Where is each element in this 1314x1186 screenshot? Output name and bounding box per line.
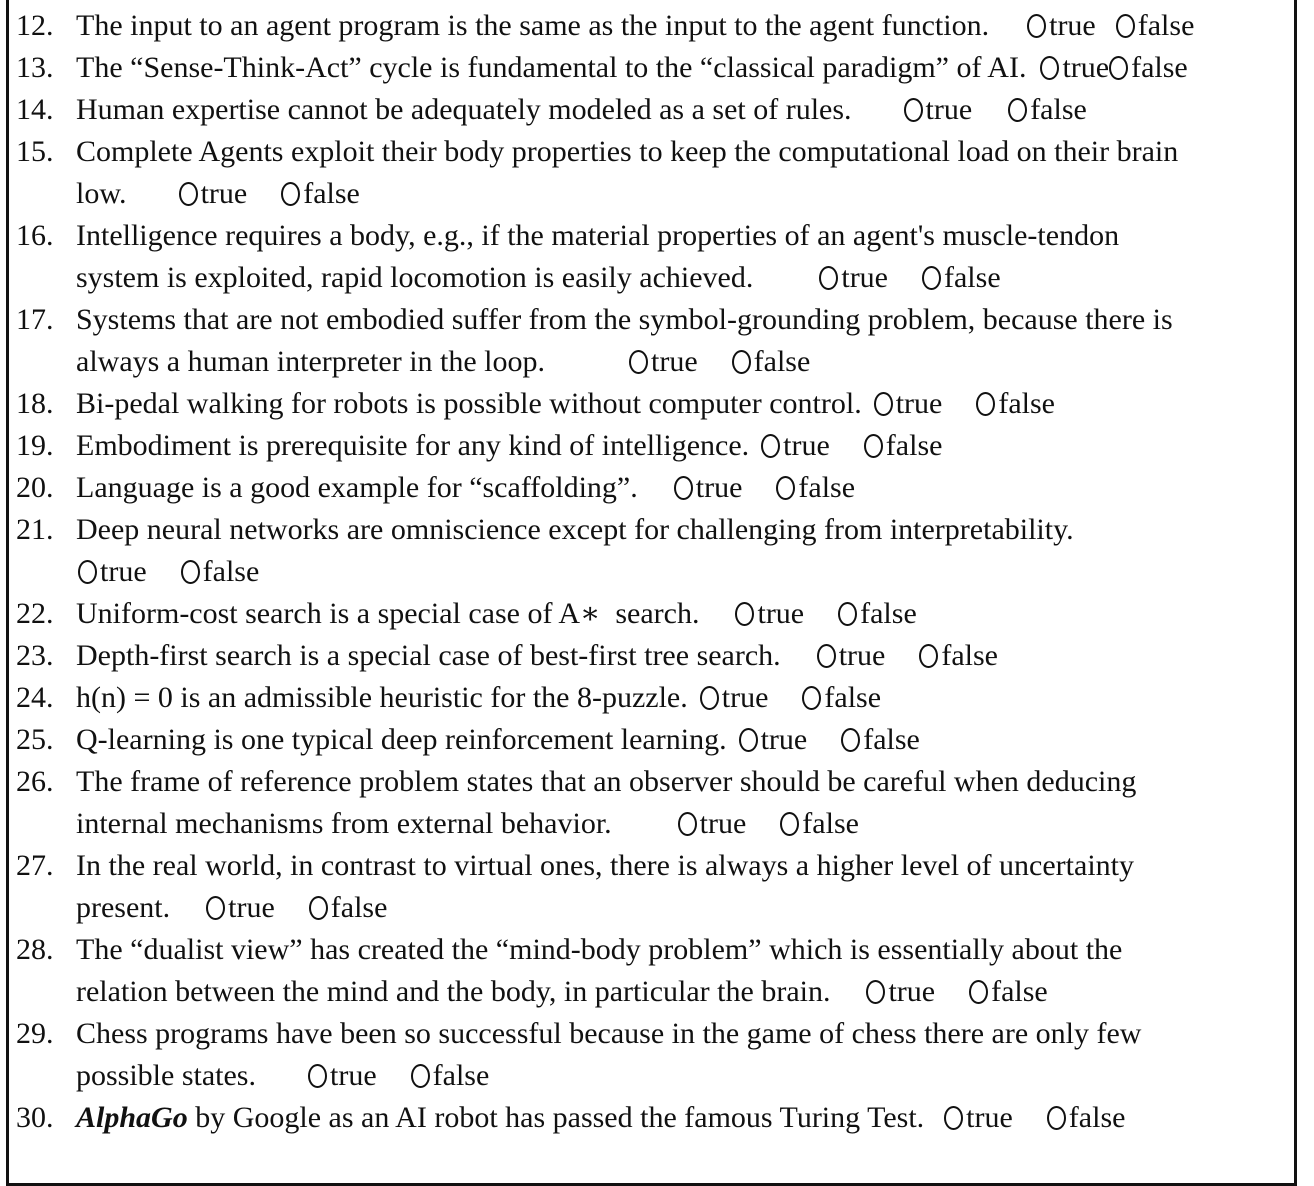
option-false-radio[interactable]: false [919,635,998,677]
question-14 [16,89,1296,131]
option-false-radio[interactable]: false [864,425,943,467]
radio-circle-icon [761,434,780,458]
question-number: 12. [16,9,54,42]
question-text: Chess programs have been so successful because in the game of chess there are only few [76,1017,1142,1050]
question-number: 25. [16,723,54,756]
option-true-radio[interactable]: true [78,551,147,593]
question-number: 20. [16,471,54,504]
question-28 [16,929,1296,1013]
radio-circle-icon [309,896,328,920]
question-23 [16,635,1296,677]
question-30 [16,1097,1296,1139]
question-text: Q-learning is one typical deep reinforcement learning. [76,723,727,756]
option-false-radio[interactable]: false [802,677,881,719]
radio-circle-icon [1008,98,1027,122]
option-true-radio[interactable]: true [944,1097,1013,1139]
radio-circle-icon [411,1064,430,1088]
question-number: 18. [16,387,54,420]
option-false-radio[interactable]: false [411,1055,490,1097]
question-text-continued: internal mechanisms from external behavior. [76,807,612,840]
question-29 [16,1013,1296,1097]
question-text: Complete Agents exploit their body properties to keep the computational load on their brain [76,135,1179,168]
option-false-radio[interactable]: false [841,719,920,761]
question-text: Deep neural networks are omniscience except for challenging from interpretability. [76,513,1074,546]
question-27 [16,845,1296,929]
option-false-radio[interactable]: false [181,551,260,593]
radio-circle-icon [874,392,893,416]
question-26 [16,761,1296,845]
question-20 [16,467,1296,509]
radio-circle-icon [78,560,97,584]
question-number: 30. [16,1101,54,1134]
radio-circle-icon [1116,14,1135,38]
question-text: The input to an agent program is the same as the input to the agent function. [76,9,990,42]
true-false-quiz [16,5,1296,1139]
question-text-continued: relation between the mind and the body, in particular the brain. [76,975,831,1008]
question-number: 16. [16,219,54,252]
question-22 [16,593,1296,635]
question-number: 23. [16,639,54,672]
question-text: Embodiment is prerequisite for any kind of intelligence. [76,429,750,462]
radio-circle-icon [919,644,938,668]
radio-circle-icon [976,392,995,416]
question-text: Bi-pedal walking for robots is possible without computer control. [76,387,862,420]
option-true-radio[interactable]: true [700,677,769,719]
question-text: Intelligence requires a body, e.g., if the material properties of an agent's muscle-tendon [76,219,1120,252]
option-true-radio[interactable]: true [674,467,743,509]
question-number: 27. [16,849,54,882]
question-25 [16,719,1296,761]
radio-circle-icon [179,182,198,206]
option-false-radio[interactable]: false [969,971,1048,1013]
option-true-radio[interactable]: true [866,971,935,1013]
option-false-radio[interactable]: false [1008,89,1087,131]
option-true-radio[interactable]: true [179,173,248,215]
question-number: 15. [16,135,54,168]
option-false-radio[interactable]: false [780,803,859,845]
option-true-radio[interactable]: true [874,383,943,425]
option-true-radio[interactable]: true [735,593,804,635]
question-text: Systems that are not embodied suffer from the symbol-grounding problem, because there is [76,303,1173,336]
option-false-radio[interactable]: false [838,593,917,635]
option-true-radio[interactable]: true [817,635,886,677]
question-19 [16,425,1296,467]
question-16 [16,215,1296,299]
question-text-continued: system is exploited, rapid locomotion is easily achieved. [76,261,754,294]
radio-circle-icon [780,812,799,836]
question-number: 24. [16,681,54,714]
option-true-radio[interactable]: true [904,89,973,131]
radio-circle-icon [735,602,754,626]
question-text: Depth-first search is a special case of best-first tree search. [76,639,781,672]
radio-circle-icon [866,980,885,1004]
question-text: The “Sense-Think-Act” cycle is fundamental to the “classical paradigm” of AI. [76,51,1027,84]
question-text: h(n) = 0 is an admissible heuristic for the 8-puzzle. [76,681,688,714]
question-text: Human expertise cannot be adequately modeled as a set of rules. [76,93,852,126]
option-false-radio[interactable]: false [976,383,1055,425]
option-true-radio[interactable]: true [761,425,830,467]
radio-circle-icon [308,1064,327,1088]
option-true-radio[interactable]: true [629,341,698,383]
question-text-continued: possible states. [76,1059,256,1092]
question-number: 21. [16,513,54,546]
radio-circle-icon [281,182,300,206]
question-number: 26. [16,765,54,798]
radio-circle-icon [181,560,200,584]
option-true-radio[interactable]: true [678,803,747,845]
option-false-radio[interactable]: false [922,257,1001,299]
question-text-continued: always a human interpreter in the loop. [76,345,546,378]
option-false-radio[interactable]: false [281,173,360,215]
question-number: 17. [16,303,54,336]
radio-circle-icon [904,98,923,122]
question-17 [16,299,1296,383]
question-number: 22. [16,597,54,630]
option-false-radio[interactable]: false [732,341,811,383]
radio-circle-icon [1040,56,1059,80]
radio-circle-icon [841,728,860,752]
radio-circle-icon [944,1106,963,1130]
question-number: 29. [16,1017,54,1050]
radio-circle-icon [739,728,758,752]
question-text: The “dualist view” has created the “mind-body problem” which is essentially about the [76,933,1123,966]
question-text: Uniform-cost search is a special case of A∗ search. [76,597,700,630]
question-15 [16,131,1296,215]
radio-circle-icon [674,476,693,500]
radio-circle-icon [700,686,719,710]
question-number: 14. [16,93,54,126]
radio-circle-icon [1047,1106,1066,1130]
option-false-radio[interactable]: false [1116,5,1195,47]
question-24 [16,677,1296,719]
radio-circle-icon [817,644,836,668]
option-false-radio[interactable]: false [309,887,388,929]
question-12 [16,5,1296,47]
question-text: Language is a good example for “scaffolding”. [76,471,638,504]
radio-circle-icon [864,434,883,458]
radio-circle-icon [969,980,988,1004]
question-13 [16,47,1296,89]
question-21 [16,509,1296,593]
radio-circle-icon [1027,14,1046,38]
option-false-radio[interactable]: false [776,467,855,509]
radio-circle-icon [678,812,697,836]
option-true-radio[interactable]: true [308,1055,377,1097]
option-false-radio[interactable]: false [1109,47,1188,89]
question-text: The frame of reference problem states that an observer should be careful when deducing [76,765,1137,798]
radio-circle-icon [776,476,795,500]
question-number: 28. [16,933,54,966]
radio-circle-icon [838,602,857,626]
question-number: 13. [16,51,54,84]
option-true-radio[interactable]: true [1040,47,1109,89]
radio-circle-icon [819,266,838,290]
question-18 [16,383,1296,425]
question-number: 19. [16,429,54,462]
question-text-continued: present. [76,891,171,924]
radio-circle-icon [1109,56,1128,80]
option-true-radio[interactable]: true [1027,5,1096,47]
radio-circle-icon [732,350,751,374]
radio-circle-icon [629,350,648,374]
question-text: In the real world, in contrast to virtual ones, there is always a higher level of uncertainty [76,849,1134,882]
radio-circle-icon [802,686,821,710]
question-text-continued: low. [76,177,127,210]
option-true-radio[interactable]: true [819,257,888,299]
option-true-radio[interactable]: true [739,719,808,761]
radio-circle-icon [922,266,941,290]
radio-circle-icon [206,896,225,920]
question-text: by Google as an AI robot has passed the famous Turing Test. [187,1101,925,1134]
option-true-radio[interactable]: true [206,887,275,929]
option-false-radio[interactable]: false [1047,1097,1126,1139]
alphago-emphasis: AlphaGo [76,1101,188,1134]
